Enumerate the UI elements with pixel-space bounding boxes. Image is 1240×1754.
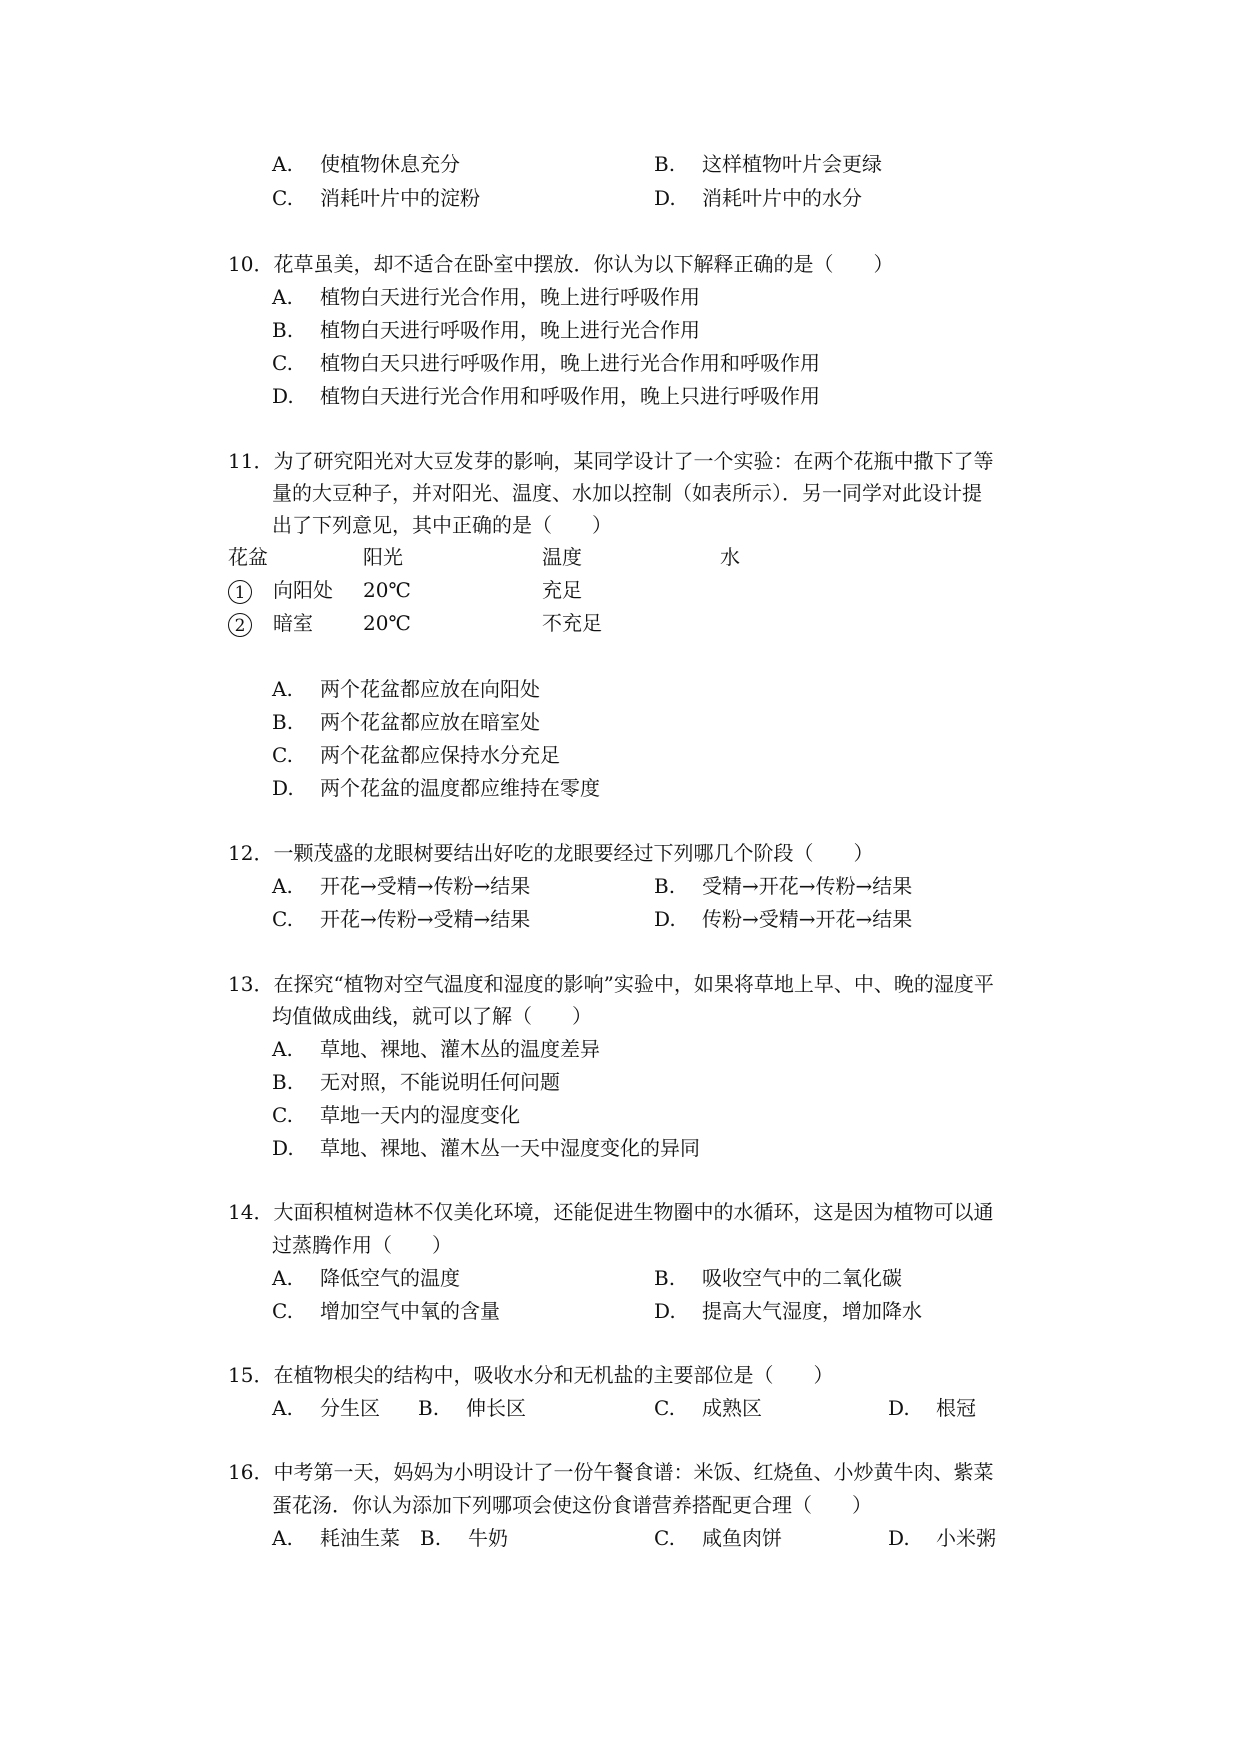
- q13-option-c[interactable]: C. 草地一天内的湿度变化: [272, 1103, 520, 1127]
- q16-option-a[interactable]: A. 耗油生菜: [272, 1526, 400, 1550]
- q11-stem-line-2: 量的大豆种子，并对阳光、温度、水加以控制（如表所示）．另一同学对此设计提: [272, 481, 982, 505]
- table-header-sunlight: 阳光: [363, 545, 403, 569]
- q12-option-b[interactable]: B. 受精→开花→传粉→结果: [654, 874, 913, 898]
- q13-stem-line-2: 均值做成曲线，就可以了解（ ）: [272, 1004, 592, 1028]
- q11-stem-line-3: 出了下列意见，其中正确的是（ ）: [272, 513, 612, 537]
- q10-stem: 10．花草虽美，却不适合在卧室中摆放．你认为以下解释正确的是（ ）: [228, 252, 894, 276]
- table-header-water: 水: [720, 545, 740, 569]
- q10-option-d[interactable]: D. 植物白天进行光合作用和呼吸作用，晚上只进行呼吸作用: [272, 384, 820, 408]
- q16-stem-line-1: 16．中考第一天，妈妈为小明设计了一份午餐食谱：米饭、红烧鱼、小炒黄牛肉、紫菜: [228, 1460, 994, 1484]
- q14-stem-line-2: 过蒸腾作用（ ）: [272, 1233, 452, 1257]
- q13-stem-line-1: 13．在探究“植物对空气温度和湿度的影响”实验中，如果将草地上早、中、晚的湿度平: [228, 972, 994, 996]
- q13-option-b[interactable]: B. 无对照，不能说明任何问题: [272, 1070, 560, 1094]
- q13-option-d[interactable]: D. 草地、裸地、灌木丛一天中湿度变化的异同: [272, 1136, 700, 1160]
- q15-option-c[interactable]: C. 成熟区: [654, 1396, 762, 1420]
- table-row-2: [228, 609, 252, 637]
- q13-option-a[interactable]: A. 草地、裸地、灌木丛的温度差异: [272, 1037, 600, 1061]
- row-1-sunlight: 向阳处: [273, 578, 333, 602]
- q11-stem-line-1: 11．为了研究阳光对大豆发芽的影响，某同学设计了一个实验：在两个花瓶中撒下了等: [228, 449, 994, 473]
- q15-option-b[interactable]: B. 伸长区: [418, 1396, 526, 1420]
- q14-option-c[interactable]: C. 增加空气中氧的含量: [272, 1299, 500, 1323]
- q16-option-b[interactable]: B. 牛奶: [420, 1526, 508, 1550]
- q16-stem-line-2: 蛋花汤．你认为添加下列哪项会使这份食谱营养搭配更合理（ ）: [272, 1493, 872, 1517]
- row-2-temperature: 20℃: [363, 611, 411, 635]
- q15-stem: 15．在植物根尖的结构中，吸收水分和无机盐的主要部位是（ ）: [228, 1363, 834, 1387]
- circled-number-2: 2: [228, 613, 252, 637]
- q12-option-c[interactable]: C. 开花→传粉→受精→结果: [272, 907, 531, 931]
- q9-option-d[interactable]: D. 消耗叶片中的水分: [654, 186, 862, 210]
- q12-stem: 12．一颗茂盛的龙眼树要结出好吃的龙眼要经过下列哪几个阶段（ ）: [228, 841, 874, 865]
- table-row-1: [228, 576, 252, 604]
- table-header-pot: 花盆: [228, 545, 268, 569]
- table-header-temperature: 温度: [542, 545, 582, 569]
- q10-option-c[interactable]: C. 植物白天只进行呼吸作用，晚上进行光合作用和呼吸作用: [272, 351, 820, 375]
- row-2-water: 不充足: [542, 611, 602, 635]
- q9-option-b[interactable]: B. 这样植物叶片会更绿: [654, 152, 882, 176]
- q9-option-a[interactable]: A. 使植物休息充分: [272, 152, 460, 176]
- q16-option-c[interactable]: C. 咸鱼肉饼: [654, 1526, 782, 1550]
- row-1-temperature: 20℃: [363, 578, 411, 602]
- q16-option-d[interactable]: D. 小米粥: [888, 1526, 996, 1550]
- q10-option-b[interactable]: B. 植物白天进行呼吸作用，晚上进行光合作用: [272, 318, 700, 342]
- q12-option-d[interactable]: D. 传粉→受精→开花→结果: [654, 907, 913, 931]
- q12-option-a[interactable]: A. 开花→受精→传粉→结果: [272, 874, 531, 898]
- q11-option-d[interactable]: D. 两个花盆的温度都应维持在零度: [272, 776, 600, 800]
- q14-option-d[interactable]: D. 提高大气湿度，增加降水: [654, 1299, 922, 1323]
- row-1-water: 充足: [542, 578, 582, 602]
- q11-option-a[interactable]: A. 两个花盆都应放在向阳处: [272, 677, 540, 701]
- q10-option-a[interactable]: A. 植物白天进行光合作用，晚上进行呼吸作用: [272, 285, 700, 309]
- q14-option-b[interactable]: B. 吸收空气中的二氧化碳: [654, 1266, 902, 1290]
- q11-option-b[interactable]: B. 两个花盆都应放在暗室处: [272, 710, 540, 734]
- circled-number-1: 1: [228, 580, 252, 604]
- q14-stem-line-1: 14．大面积植树造林不仅美化环境，还能促进生物圈中的水循环，这是因为植物可以通: [228, 1200, 994, 1224]
- q9-option-c[interactable]: C. 消耗叶片中的淀粉: [272, 186, 480, 210]
- q15-option-a[interactable]: A. 分生区: [272, 1396, 380, 1420]
- q15-option-d[interactable]: D. 根冠: [888, 1396, 976, 1420]
- q11-option-c[interactable]: C. 两个花盆都应保持水分充足: [272, 743, 560, 767]
- q14-option-a[interactable]: A. 降低空气的温度: [272, 1266, 460, 1290]
- row-2-sunlight: 暗室: [273, 611, 313, 635]
